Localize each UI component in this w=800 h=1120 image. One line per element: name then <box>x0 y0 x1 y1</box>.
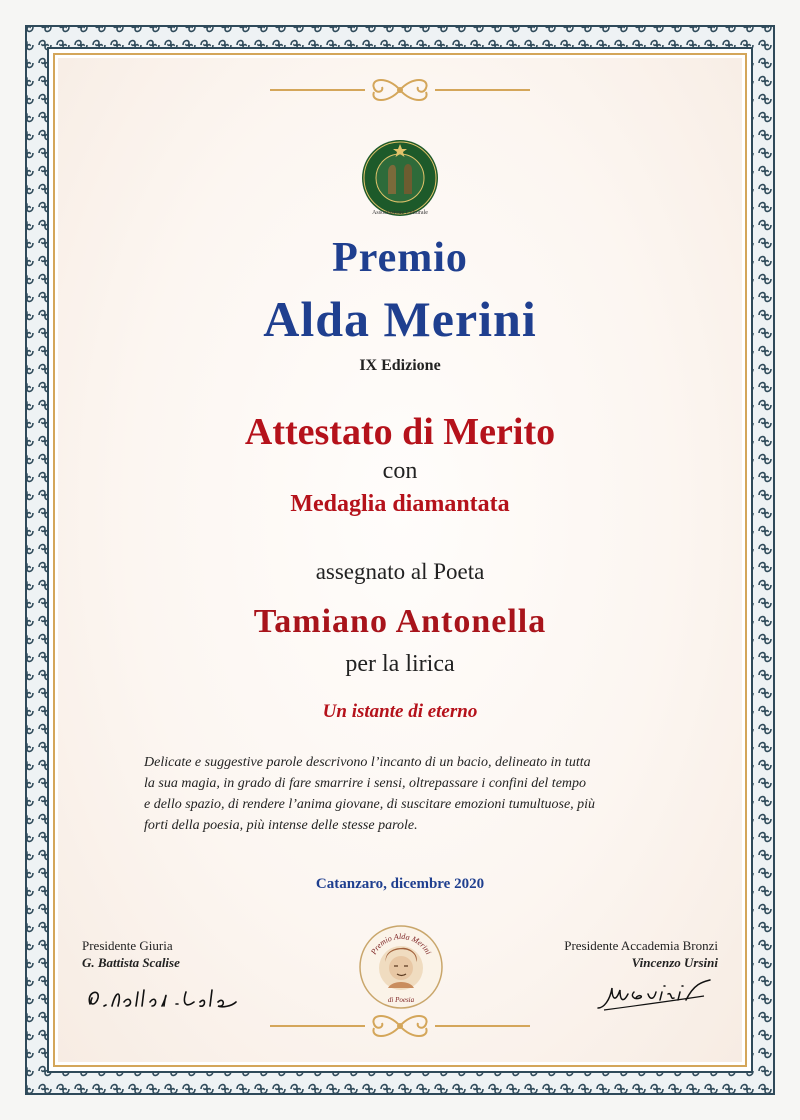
description-line: e dello spazio, di rendere l’anima giovane, di suscitare emozioni tumultuose, più <box>144 797 596 812</box>
description-line: Delicate e suggestive parole descrivono l’incanto di un bacio, delineato in tutta <box>144 755 591 770</box>
top-ornament-icon <box>270 72 530 108</box>
medal-type: Medaglia diamantata <box>290 491 510 517</box>
bottom-ornament-icon <box>270 1008 530 1044</box>
description-line: la sua magia, in grado di fare smarrire i sensi, oltrepassare i confini del tempo <box>144 776 587 791</box>
per-lirica-label: per la lirica <box>345 651 455 677</box>
poem-title: Un istante di eterno <box>322 701 478 722</box>
award-seal <box>358 924 444 1010</box>
handwritten-signature-left <box>82 984 262 1014</box>
academy-logo <box>360 138 440 218</box>
description-line: forti della poesia, più intense delle stesse parole. <box>144 818 418 833</box>
award-premio: Premio <box>332 235 468 281</box>
assigned-label: assegnato al Poeta <box>315 559 485 584</box>
signature-left-name: G. Battista Scalise <box>82 955 180 970</box>
signature-left-role: Presidente Giuria <box>82 938 173 953</box>
description <box>144 752 664 836</box>
place-date: Catanzaro, dicembre 2020 <box>315 876 485 892</box>
seal-bottom-text: di Poesia <box>387 996 415 1004</box>
handwritten-signature-right <box>594 978 724 1014</box>
poet-name: Tamiano Antonella <box>253 603 547 640</box>
seal-top-text: Premio Alda Merini <box>368 931 434 957</box>
signature-left <box>82 938 180 971</box>
certificate-con: con <box>382 458 418 484</box>
signature-right <box>564 938 718 971</box>
award-name: Alda Merini <box>263 291 537 347</box>
signature-right-name: Vincenzo Ursini <box>631 955 718 970</box>
signature-right-role: Presidente Accademia Bronzi <box>564 938 718 953</box>
logo-caption: Associazione Culturale <box>372 210 428 216</box>
certificate-title: Attestato di Merito <box>244 411 556 453</box>
award-edition: IX Edizione <box>359 357 441 374</box>
